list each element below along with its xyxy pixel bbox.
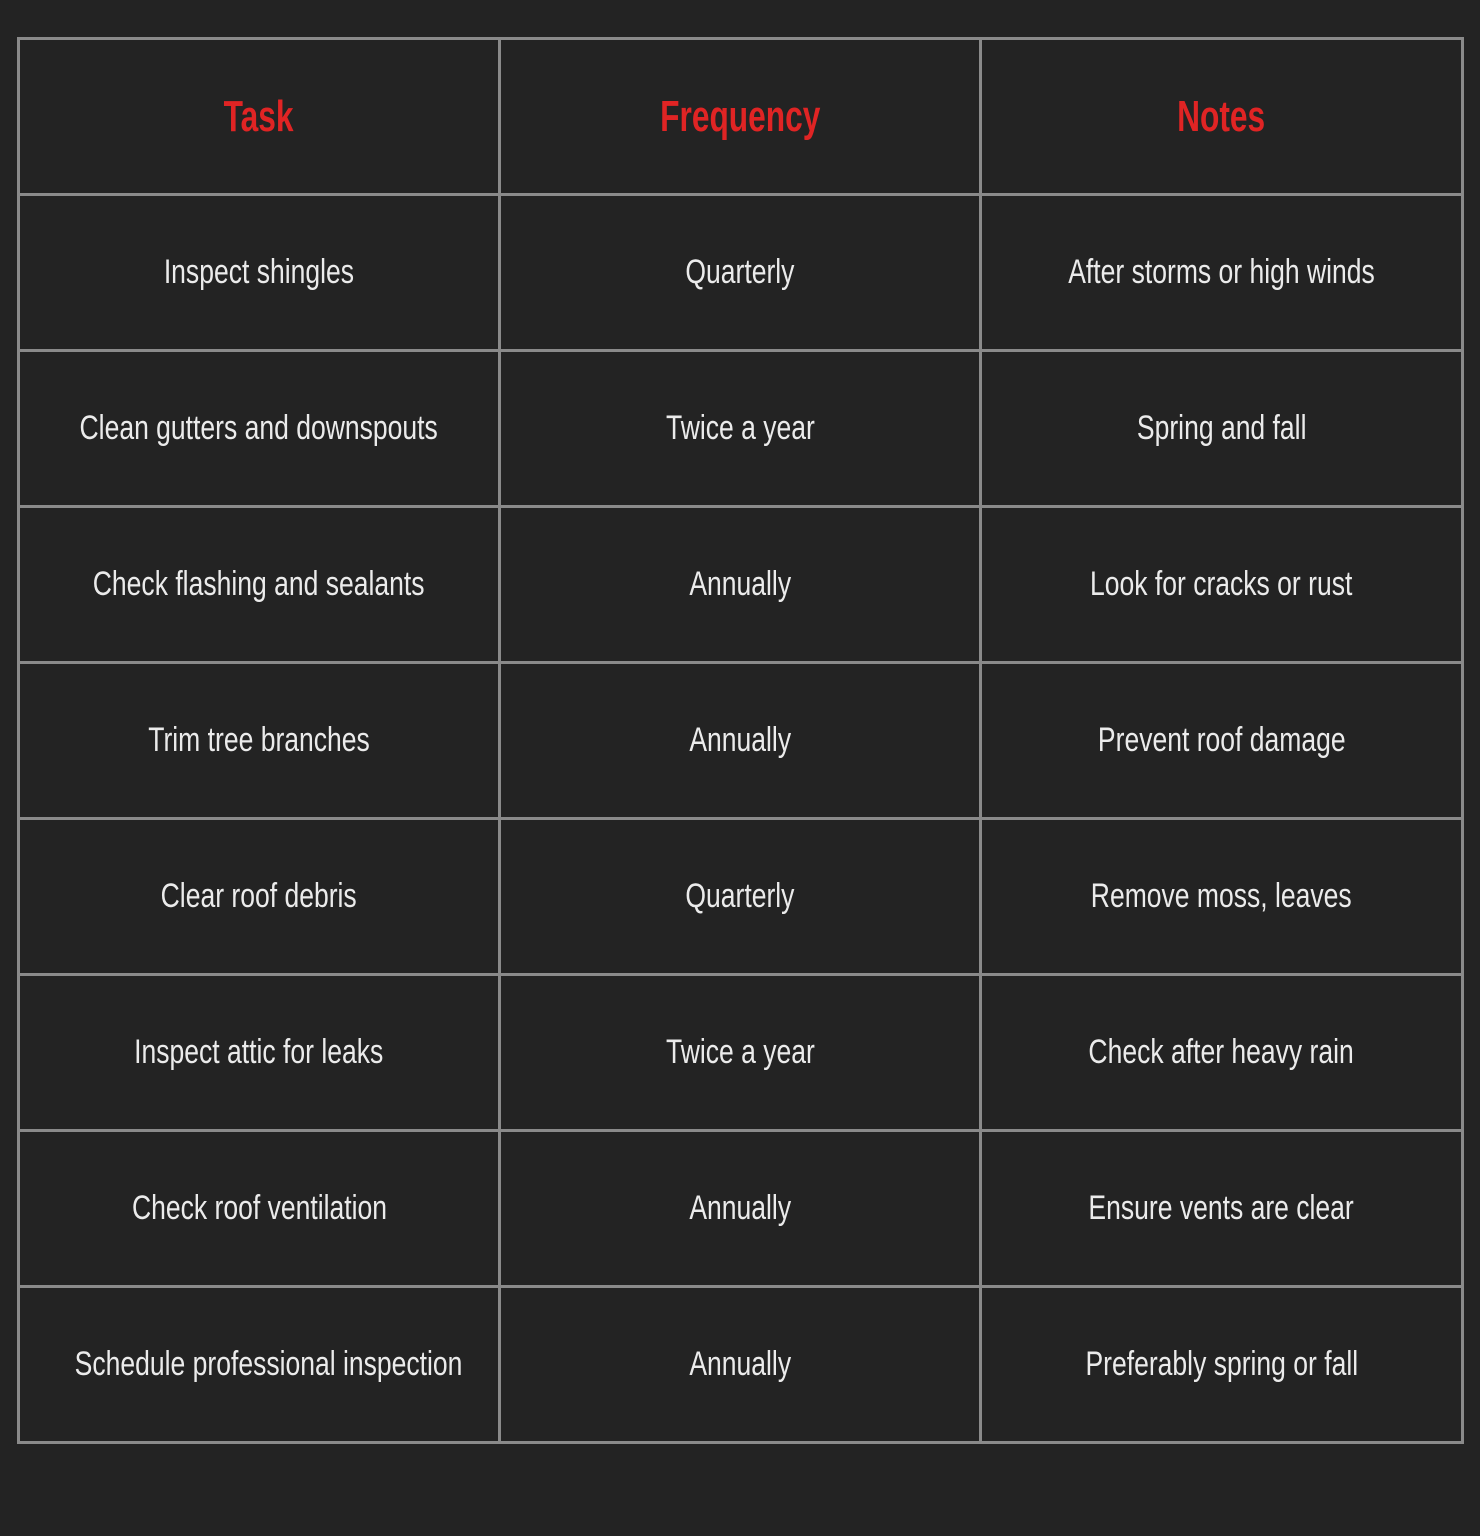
- frequency-cell: Twice a year: [500, 351, 981, 507]
- task-cell: Check roof ventilation: [19, 1131, 500, 1287]
- notes-cell: Look for cracks or rust: [981, 507, 1463, 663]
- table-row: [19, 351, 1463, 507]
- frequency-cell: Twice a year: [500, 975, 981, 1131]
- table-row: [19, 663, 1463, 819]
- notes-cell: Preferably spring or fall: [981, 1287, 1463, 1443]
- task-cell: Inspect attic for leaks: [19, 975, 500, 1131]
- frequency-cell: Annually: [500, 1287, 981, 1443]
- table-row: [19, 195, 1463, 351]
- task-cell: Check flashing and sealants: [19, 507, 500, 663]
- table-row: [19, 1287, 1463, 1443]
- notes-cell: Ensure vents are clear: [981, 1131, 1463, 1287]
- task-cell: Clear roof debris: [19, 819, 500, 975]
- frequency-cell: Quarterly: [500, 195, 981, 351]
- table-row: [19, 819, 1463, 975]
- table-header-row: [19, 39, 1463, 195]
- frequency-cell: Annually: [500, 1131, 981, 1287]
- notes-cell: Prevent roof damage: [981, 663, 1463, 819]
- notes-cell: Check after heavy rain: [981, 975, 1463, 1131]
- frequency-cell: Annually: [500, 507, 981, 663]
- task-cell: Trim tree branches: [19, 663, 500, 819]
- notes-cell: Remove moss, leaves: [981, 819, 1463, 975]
- frequency-cell: Quarterly: [500, 819, 981, 975]
- maintenance-table: [17, 37, 1464, 1444]
- notes-cell: After storms or high winds: [981, 195, 1463, 351]
- frequency-cell: Annually: [500, 663, 981, 819]
- task-cell: Inspect shingles: [19, 195, 500, 351]
- header-frequency: Frequency: [500, 39, 981, 195]
- notes-cell: Spring and fall: [981, 351, 1463, 507]
- table-row: [19, 975, 1463, 1131]
- header-notes: Notes: [981, 39, 1463, 195]
- table-row: [19, 1131, 1463, 1287]
- header-task: Task: [19, 39, 500, 195]
- task-cell: Schedule professional inspection: [19, 1287, 500, 1443]
- table-row: [19, 507, 1463, 663]
- task-cell: Clean gutters and downspouts: [19, 351, 500, 507]
